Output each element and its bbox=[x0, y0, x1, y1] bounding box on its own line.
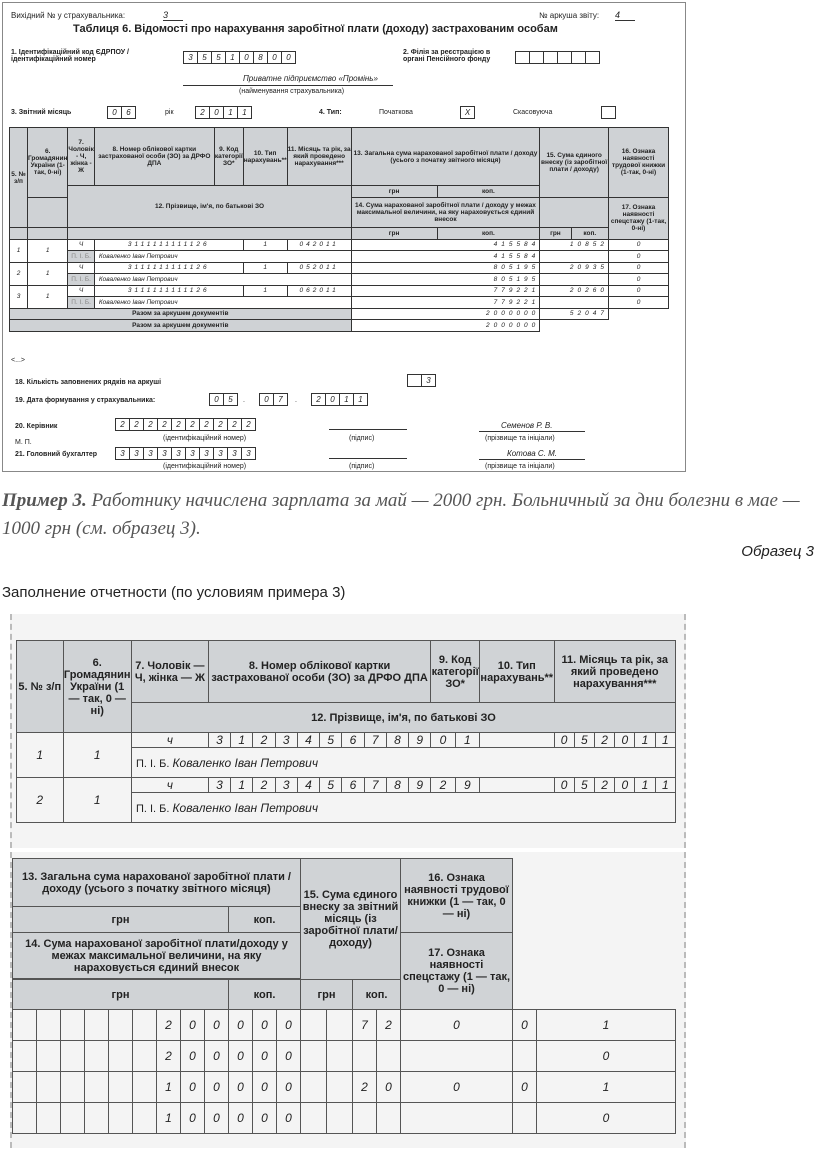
th-c10: 10. Тип нарахувань** bbox=[243, 128, 287, 186]
sa-month-digit: 2 bbox=[594, 733, 614, 748]
date-day-cells bbox=[209, 393, 237, 406]
sa-cat-digit: 1 bbox=[455, 733, 479, 748]
sa-pib: Коваленко Іван Петрович bbox=[172, 800, 319, 815]
row-contrib: 20260 bbox=[540, 285, 609, 297]
th-c16: 16. Ознака наявності трудової книжки (1-так, 0-ні) bbox=[609, 128, 669, 198]
accountant-label: 21. Головний бухгалтер bbox=[15, 451, 98, 458]
th-c15: 15. Сума єдиного внеску (із заробітної плати / доходу) bbox=[540, 128, 609, 198]
sample-table-a bbox=[16, 640, 676, 823]
row-contrib: 10852 bbox=[540, 239, 609, 251]
sa-card-digit: 3 bbox=[208, 778, 230, 793]
sample-label: Образец 3 bbox=[741, 543, 814, 560]
sb-grn-2: грн bbox=[13, 980, 229, 1010]
month-cells bbox=[107, 106, 135, 119]
sb-contrib-digit: 0 bbox=[377, 1072, 401, 1103]
sb-contrib-digit: 7 bbox=[353, 1010, 377, 1041]
date-month-digit: 7 bbox=[273, 393, 288, 406]
sb-row bbox=[13, 1072, 676, 1103]
row-c17: 0 bbox=[609, 274, 669, 286]
sb-contrib-digit: 2 bbox=[353, 1072, 377, 1103]
form-row bbox=[10, 239, 669, 251]
accountant-id-digit: 3 bbox=[185, 447, 200, 460]
row-c16: 0 bbox=[609, 239, 669, 251]
sb-sum-digit: 0 bbox=[229, 1041, 253, 1072]
head-id-digit: 2 bbox=[241, 418, 256, 431]
year-digit: 0 bbox=[209, 106, 224, 119]
sample-table-b bbox=[12, 858, 676, 1134]
sb-contrib-digit bbox=[401, 1041, 513, 1072]
row-c17: 0 bbox=[609, 251, 669, 263]
sa-h9: 9. Код категорії ЗО* bbox=[431, 641, 480, 703]
head-id-digit: 2 bbox=[171, 418, 186, 431]
sb-row bbox=[13, 1103, 676, 1134]
date-month-cells bbox=[259, 393, 287, 406]
sa-month-digit: 0 bbox=[615, 733, 635, 748]
accountant-name-caption: (прізвище та ініціали) bbox=[485, 463, 555, 470]
sb-h14: 14. Сума нарахованої заробітної плати/доходу у межах максимальної величини, на яку нараховується єдиний внесок bbox=[13, 933, 301, 979]
sa-h7: 7. Чоловік — Ч, жінка — Ж bbox=[131, 641, 208, 703]
sb-flag: 0 bbox=[537, 1041, 676, 1072]
accountant-id-digit: 3 bbox=[115, 447, 130, 460]
th-c12: 12. Прізвище, ім'я, по батькові ЗО bbox=[68, 186, 351, 228]
sa-card-digit: 6 bbox=[342, 778, 364, 793]
th-c14: 14. Сума нарахованої заробітної плати / доходу у межах максимальної величини, на яку нараховується єдиний внесок bbox=[351, 197, 540, 227]
row-month-type: 1 bbox=[243, 239, 287, 251]
example-paragraph bbox=[0, 487, 816, 543]
th-c13: 13. Загальна сума нарахованої заробітної плати / доходу (усього з початку звітного місяця) bbox=[351, 128, 540, 186]
total-row-1-contrib: 52047 bbox=[540, 308, 609, 320]
form-title: Таблиця 6. Відомості про нарахування заробітної плати (доходу) застрахованим особам bbox=[73, 23, 558, 35]
accountant-id-digit: 3 bbox=[227, 447, 242, 460]
edrpou-digit: 0 bbox=[267, 51, 282, 64]
edrpou-digit: 0 bbox=[239, 51, 254, 64]
sb-contrib-digit: 0 bbox=[513, 1010, 537, 1041]
sb-kop-2: коп. bbox=[229, 980, 301, 1010]
example-bold: Пример 3. bbox=[2, 490, 87, 511]
sb-contrib-digit bbox=[353, 1103, 377, 1134]
sb-kop-1: коп. bbox=[229, 907, 301, 933]
sa-card-digit: 5 bbox=[320, 733, 342, 748]
sb-sum-digit: 0 bbox=[229, 1010, 253, 1041]
row-pib: Коваленко Іван Петрович bbox=[94, 274, 351, 286]
date-year-digit: 0 bbox=[325, 393, 340, 406]
sb-sum-digit: 0 bbox=[253, 1103, 277, 1134]
sa-row-citizen: 1 bbox=[63, 778, 131, 823]
sa-month-digit: 1 bbox=[655, 733, 675, 748]
sb-sum-digit: 0 bbox=[253, 1010, 277, 1041]
accountant-id-digit: 3 bbox=[129, 447, 144, 460]
report-form: Вихідний № у страхувальника: 3 № аркуша звіту: 4 Таблиця 6. Відомості про нарахування заробітної плати (доходу) застрахованим особам 1. Ідентифікаційний код ЄДРПОУ / ідентифікаційний номер 3 5 5 1 0 8 0 0 2. Філія за реєстрацією в органі Пенсійного фонду Приватне підприємство «Промінь» (найменування страхувальника) 3. Звітний місяць 0 6 рік 2 0 1 1 4. Тип: Початкова X Скасовуюча 5. № з/п 6. Громадянин України (1-так, 0-ні) 7. Чоловік - Ч, жінка - Ж 8. Номер облікової картки застрахованої особи (ЗО) за ДРФО ДПА 9. Код категорії ЗО* 10. Тип нарахувань** 11. Місяць та рік, за який проведено нарахування*** 13. Загальна сума нарахованої заробітної плати / доходу (усього з початку звітного місяця) 15. Сума єдиного внеску (із заробітної плати / доходу) 16. Ознака наявності трудової книжки (1-так, 0-ні) 12. Прізвище, ім'я, по батькові ЗО грн коп. 14. Сума нарахованої заробітної плати / доходу у межах максимальної величини, на яку нараховується єдиний внесок 17. Ознака наявності спецстажу (1-так, 0-ні) грн коп. грн коп. 1 1 Ч 3111111111126 1 042011 415584 10852 0 П. І. Б. Коваленко Іван Петрович 415584 0 2 1 Ч 3111111111126 1 052011 805195 20935 0 П. І. Б. Коваленко Іван Петрович 805195 0 3 1 Ч 3111111111126 1 062011 779221 20260 0 П. І. Б. Коваленко Іван Петрович 779221 0 Разом за аркушем документів 2000000 52047 Разом за аркушем документів 2000000 <...> 18. Кількість заповнених рядків на аркуші 3 19. Дата формування у страхувальника: 0 5 . 0 7 . 2 0 1 1 20. Керівник 2 2 2 2 2 2 2 2 2 2 (ідентифікаційний номер) (підпис) Семенов Р. В. (прізвище та ініціали) М. П. 21. Головний бухгалтер 3 3 3 3 3 3 3 3 3 3 (ідентифікаційний номер) (підпис) Котова С. М. (прізвище та ініціали) bbox=[2, 2, 686, 472]
sb-sum-digit: 0 bbox=[181, 1072, 205, 1103]
total-row-1-sum: 2000000 bbox=[351, 308, 540, 320]
head-name: Семенов Р. В. bbox=[501, 421, 553, 430]
row-within: 805195 bbox=[351, 274, 540, 286]
accountant-id-digit: 3 bbox=[143, 447, 158, 460]
sa-row-sex: ч bbox=[131, 778, 208, 793]
head-id-digit: 2 bbox=[227, 418, 242, 431]
date-day-digit: 5 bbox=[223, 393, 238, 406]
sb-sum-digit: 0 bbox=[205, 1041, 229, 1072]
row-sex: Ч bbox=[68, 239, 94, 251]
total-row-2-sum: 2000000 bbox=[351, 320, 540, 332]
sb-grn-3: грн bbox=[301, 980, 353, 1010]
date-year-digit: 2 bbox=[311, 393, 326, 406]
sa-card-digit: 8 bbox=[386, 778, 408, 793]
row-number: 2 bbox=[10, 262, 28, 285]
form-table bbox=[9, 127, 669, 332]
sb-contrib-digit: 0 bbox=[401, 1010, 513, 1041]
head-id-caption: (ідентифікаційний номер) bbox=[163, 435, 247, 442]
head-id-cells bbox=[115, 418, 255, 431]
sb-sum-digit: 0 bbox=[277, 1041, 301, 1072]
accountant-name: Котова С. М. bbox=[507, 449, 557, 458]
th-c9: 9. Код категорії ЗО* bbox=[214, 128, 243, 186]
row-number: 1 bbox=[10, 239, 28, 262]
row-contrib: 20935 bbox=[540, 262, 609, 274]
sa-card-digit: 3 bbox=[208, 733, 230, 748]
subheading: Заполнение отчетности (по условиям примера 3) bbox=[2, 584, 346, 601]
sa-row bbox=[17, 778, 676, 793]
row-citizen: 1 bbox=[28, 285, 68, 308]
row-card: 3111111111126 bbox=[94, 239, 243, 251]
head-name-caption: (прізвище та ініціали) bbox=[485, 435, 555, 442]
head-id-digit: 2 bbox=[199, 418, 214, 431]
accountant-name-line bbox=[479, 459, 585, 460]
sb-grn-1: грн bbox=[13, 907, 229, 933]
head-id-digit: 2 bbox=[115, 418, 130, 431]
incoming-value: 3 bbox=[163, 10, 183, 21]
th-kop-3: коп. bbox=[571, 228, 608, 240]
sb-row bbox=[13, 1041, 676, 1072]
sa-cat-digit: 9 bbox=[455, 778, 479, 793]
sa-h6: 6. Громадянин України (1 — так, 0 — ні) bbox=[63, 641, 131, 733]
sa-month-digit: 5 bbox=[574, 733, 594, 748]
sb-kop-3: коп. bbox=[353, 980, 401, 1010]
sa-card-digit: 9 bbox=[409, 733, 431, 748]
sb-contrib-digit bbox=[377, 1103, 401, 1134]
form-row bbox=[10, 285, 669, 297]
sheet-value: 4 bbox=[615, 10, 635, 21]
month-label: 3. Звітний місяць bbox=[11, 109, 72, 116]
row-citizen: 1 bbox=[28, 239, 68, 262]
sample-table-b-sheet bbox=[10, 852, 686, 1148]
th-kop-1: коп. bbox=[437, 186, 540, 198]
sb-sum-digit: 0 bbox=[229, 1103, 253, 1134]
sb-sum-digit: 0 bbox=[253, 1072, 277, 1103]
rows-count-label: 18. Кількість заповнених рядків на аркуші bbox=[15, 379, 162, 386]
sa-pib-label: П. І. Б. bbox=[135, 802, 170, 815]
form-row bbox=[10, 262, 669, 274]
accountant-sign-caption: (підпис) bbox=[349, 463, 375, 470]
head-label: 20. Керівник bbox=[15, 423, 58, 430]
sb-sum-digit: 0 bbox=[277, 1072, 301, 1103]
edrpou-digit: 8 bbox=[253, 51, 268, 64]
stamp-label: М. П. bbox=[15, 439, 32, 446]
th-c7: 7. Чоловік - Ч, жінка - Ж bbox=[68, 128, 94, 186]
year-digit: 1 bbox=[237, 106, 252, 119]
sb-sum-digit: 0 bbox=[253, 1041, 277, 1072]
sb-sum-digit: 2 bbox=[157, 1010, 181, 1041]
incoming-label: Вихідний № у страхувальника: bbox=[11, 11, 126, 20]
sa-pib-cell bbox=[131, 793, 675, 823]
th-c11: 11. Місяць та рік, за який проведено нарахування*** bbox=[287, 128, 351, 186]
row-pib-label: П. І. Б. bbox=[68, 274, 94, 286]
edrpou-digit: 0 bbox=[281, 51, 296, 64]
row-within: 779221 bbox=[351, 297, 540, 309]
sb-sum-digit: 0 bbox=[277, 1103, 301, 1134]
sa-month-digit: 0 bbox=[554, 733, 574, 748]
sb-sum-digit: 1 bbox=[157, 1103, 181, 1134]
accountant-sign-line bbox=[329, 458, 407, 459]
sb-sum-digit: 0 bbox=[277, 1010, 301, 1041]
accountant-id-cells bbox=[115, 447, 255, 460]
sa-card-digit: 7 bbox=[364, 778, 386, 793]
edrpou-digit: 1 bbox=[225, 51, 240, 64]
sb-sum-digit: 2 bbox=[157, 1041, 181, 1072]
insurer-line bbox=[183, 85, 393, 86]
ellipsis: <...> bbox=[11, 357, 26, 364]
row-c16: 0 bbox=[609, 262, 669, 274]
sb-sum-digit: 1 bbox=[157, 1072, 181, 1103]
sa-pib-label: П. І. Б. bbox=[135, 757, 170, 770]
accountant-id-digit: 3 bbox=[213, 447, 228, 460]
sb-h17: 17. Ознака наявності спецстажу (1 — так, 0 — ні) bbox=[401, 933, 513, 1010]
type-initial: Початкова bbox=[379, 109, 413, 116]
month-digit: 6 bbox=[121, 106, 136, 119]
row-within: 415584 bbox=[351, 251, 540, 263]
type-cancel-checkbox[interactable] bbox=[601, 106, 616, 119]
head-id-digit: 2 bbox=[157, 418, 172, 431]
sb-flag: 1 bbox=[537, 1072, 676, 1103]
date-year-digit: 1 bbox=[353, 393, 368, 406]
th-c6: 6. Громадянин України (1-так, 0-ні) bbox=[28, 128, 68, 198]
sa-cat-digit: 2 bbox=[431, 778, 455, 793]
row-number: 3 bbox=[10, 285, 28, 308]
row-pib-label: П. І. Б. bbox=[68, 297, 94, 309]
accountant-id-digit: 3 bbox=[171, 447, 186, 460]
row-pib-label: П. І. Б. bbox=[68, 251, 94, 263]
sb-contrib-digit: 0 bbox=[513, 1072, 537, 1103]
sa-card-digit: 3 bbox=[275, 733, 297, 748]
year-digit: 1 bbox=[223, 106, 238, 119]
th-grn-3: грн bbox=[540, 228, 571, 240]
accountant-id-caption: (ідентифікаційний номер) bbox=[163, 463, 247, 470]
sa-month-digit: 0 bbox=[554, 778, 574, 793]
head-sign-line bbox=[329, 429, 407, 430]
row-total: 805195 bbox=[351, 262, 540, 274]
sa-h8: 8. Номер облікової картки застрахованої особи (ЗО) за ДРФО ДПА bbox=[208, 641, 431, 703]
sb-sum-digit: 0 bbox=[181, 1010, 205, 1041]
sa-month-digit: 0 bbox=[615, 778, 635, 793]
row-citizen: 1 bbox=[28, 262, 68, 285]
sb-sum-digit: 0 bbox=[181, 1103, 205, 1134]
sa-h12: 12. Прізвище, ім'я, по батькові ЗО bbox=[131, 703, 675, 733]
date-year-cells bbox=[311, 393, 367, 406]
th-kop-2: коп. bbox=[437, 228, 540, 240]
sa-card-digit: 3 bbox=[275, 778, 297, 793]
rows-count-value: 3 bbox=[421, 374, 436, 387]
sb-row bbox=[13, 1010, 676, 1041]
sa-row-number: 2 bbox=[17, 778, 64, 823]
sa-card-digit: 5 bbox=[320, 778, 342, 793]
sa-row bbox=[17, 733, 676, 748]
sa-card-digit: 1 bbox=[231, 733, 253, 748]
sb-h13: 13. Загальна сума нарахованої заробітної плати / доходу (усього з початку звітного місяця) bbox=[13, 859, 301, 907]
sa-pib-cell bbox=[131, 748, 675, 778]
sheet-label: № аркуша звіту: bbox=[539, 11, 600, 20]
form-row-pib bbox=[10, 274, 669, 286]
th-c17: 17. Ознака наявності спецстажу (1-так, 0-ні) bbox=[609, 197, 669, 239]
head-sign-caption: (підпис) bbox=[349, 435, 375, 442]
type-cancel: Скасовуюча bbox=[513, 109, 553, 116]
branch-cells bbox=[515, 51, 599, 64]
head-name-line bbox=[479, 431, 585, 432]
row-card: 3111111111126 bbox=[94, 285, 243, 297]
form-row-pib bbox=[10, 297, 669, 309]
date-day-digit: 0 bbox=[209, 393, 224, 406]
sa-card-digit: 6 bbox=[342, 733, 364, 748]
row-pib: Коваленко Іван Петрович bbox=[94, 251, 351, 263]
edrpou-label: 1. Ідентифікаційний код ЄДРПОУ / ідентифікаційний номер bbox=[11, 49, 129, 63]
sb-sum-digit: 0 bbox=[229, 1072, 253, 1103]
branch-label: 2. Філія за реєстрацією в органі Пенсійного фонду bbox=[403, 49, 491, 63]
row-period: 052011 bbox=[287, 262, 351, 274]
sb-sum-digit: 0 bbox=[181, 1041, 205, 1072]
accountant-id-digit: 3 bbox=[157, 447, 172, 460]
edrpou-digit: 3 bbox=[183, 51, 198, 64]
accountant-id-digit: 3 bbox=[241, 447, 256, 460]
row-month-type: 1 bbox=[243, 262, 287, 274]
edrpou-digit: 5 bbox=[197, 51, 212, 64]
sb-h15: 15. Сума єдиного внеску за звітний місяць (із заробітної плати/доходу) bbox=[301, 859, 401, 980]
sb-flag: 0 bbox=[537, 1103, 676, 1134]
row-sex: Ч bbox=[68, 262, 94, 274]
row-month-type: 1 bbox=[243, 285, 287, 297]
year-cells bbox=[195, 106, 251, 119]
sb-h16: 16. Ознака наявності трудової книжки (1 — так, 0 — ні) bbox=[401, 859, 513, 933]
th-grn-2: грн bbox=[351, 228, 437, 240]
sa-row-number: 1 bbox=[17, 733, 64, 778]
sa-row-sex: ч bbox=[131, 733, 208, 748]
date-year-digit: 1 bbox=[339, 393, 354, 406]
sa-h11: 11. Місяць та рік, за який проведено нарахування*** bbox=[554, 641, 675, 703]
sb-sum-digit: 0 bbox=[205, 1010, 229, 1041]
sa-month-digit: 5 bbox=[574, 778, 594, 793]
row-c17: 0 bbox=[609, 297, 669, 309]
th-c8: 8. Номер облікової картки застрахованої особи (ЗО) за ДРФО ДПА bbox=[94, 128, 214, 186]
sb-contrib-digit bbox=[401, 1103, 513, 1134]
sb-contrib-digit bbox=[353, 1041, 377, 1072]
head-id-digit: 2 bbox=[213, 418, 228, 431]
sa-card-digit: 2 bbox=[253, 778, 275, 793]
row-period: 062011 bbox=[287, 285, 351, 297]
total-row-1-label: Разом за аркушем документів bbox=[10, 308, 352, 320]
sa-card-digit: 7 bbox=[364, 733, 386, 748]
sa-card-digit: 8 bbox=[386, 733, 408, 748]
sa-h5: 5. № з/п bbox=[17, 641, 64, 733]
accountant-id-digit: 3 bbox=[199, 447, 214, 460]
sa-cat-digit: 0 bbox=[431, 733, 455, 748]
sb-sum-digit: 0 bbox=[205, 1072, 229, 1103]
sb-contrib-digit bbox=[377, 1041, 401, 1072]
sa-card-digit: 2 bbox=[253, 733, 275, 748]
head-id-digit: 2 bbox=[185, 418, 200, 431]
year-label: рік bbox=[165, 109, 174, 116]
sa-row-citizen: 1 bbox=[63, 733, 131, 778]
sa-card-digit: 4 bbox=[297, 733, 319, 748]
edrpou-digit: 5 bbox=[211, 51, 226, 64]
sb-sum-digit: 0 bbox=[205, 1103, 229, 1134]
row-pib: Коваленко Іван Петрович bbox=[94, 297, 351, 309]
sb-contrib-digit: 2 bbox=[377, 1010, 401, 1041]
year-digit: 2 bbox=[195, 106, 210, 119]
date-month-digit: 0 bbox=[259, 393, 274, 406]
sa-card-digit: 9 bbox=[409, 778, 431, 793]
sa-month-digit: 2 bbox=[594, 778, 614, 793]
type-label: 4. Тип: bbox=[319, 109, 342, 116]
head-id-digit: 2 bbox=[143, 418, 158, 431]
sb-flag: 1 bbox=[537, 1010, 676, 1041]
sample-table-a-sheet bbox=[10, 614, 686, 848]
row-total: 415584 bbox=[351, 239, 540, 251]
row-sex: Ч bbox=[68, 285, 94, 297]
insurer-caption: (найменування страхувальника) bbox=[239, 88, 345, 95]
sa-card-digit: 1 bbox=[231, 778, 253, 793]
type-initial-checkbox[interactable]: X bbox=[460, 106, 475, 119]
head-id-digit: 2 bbox=[129, 418, 144, 431]
sb-contrib-digit bbox=[513, 1041, 537, 1072]
insurer-name: Приватне підприємство «Промінь» bbox=[243, 74, 378, 83]
row-c16: 0 bbox=[609, 285, 669, 297]
month-digit: 0 bbox=[107, 106, 122, 119]
row-period: 042011 bbox=[287, 239, 351, 251]
edrpou-cells bbox=[183, 51, 295, 64]
example-text: Работнику начислена зарплата за май — 2000 грн. Больничный за дни болезни в мае — 1000 грн (см. образец 3). bbox=[2, 490, 800, 539]
th-c5: 5. № з/п bbox=[10, 128, 28, 228]
row-card: 3111111111126 bbox=[94, 262, 243, 274]
sb-contrib-digit bbox=[513, 1103, 537, 1134]
th-grn-1: грн bbox=[351, 186, 437, 198]
form-row-pib bbox=[10, 251, 669, 263]
sb-contrib-digit: 0 bbox=[401, 1072, 513, 1103]
sa-month-digit: 1 bbox=[635, 778, 655, 793]
sa-h10: 10. Тип нарахувань** bbox=[480, 641, 555, 703]
sa-pib: Коваленко Іван Петрович bbox=[172, 755, 319, 770]
sa-month-digit: 1 bbox=[655, 778, 675, 793]
row-total: 779221 bbox=[351, 285, 540, 297]
sa-card-digit: 4 bbox=[297, 778, 319, 793]
sa-month-digit: 1 bbox=[635, 733, 655, 748]
date-label: 19. Дата формування у страхувальника: bbox=[15, 397, 156, 404]
total-row-2-label: Разом за аркушем документів bbox=[10, 320, 352, 332]
